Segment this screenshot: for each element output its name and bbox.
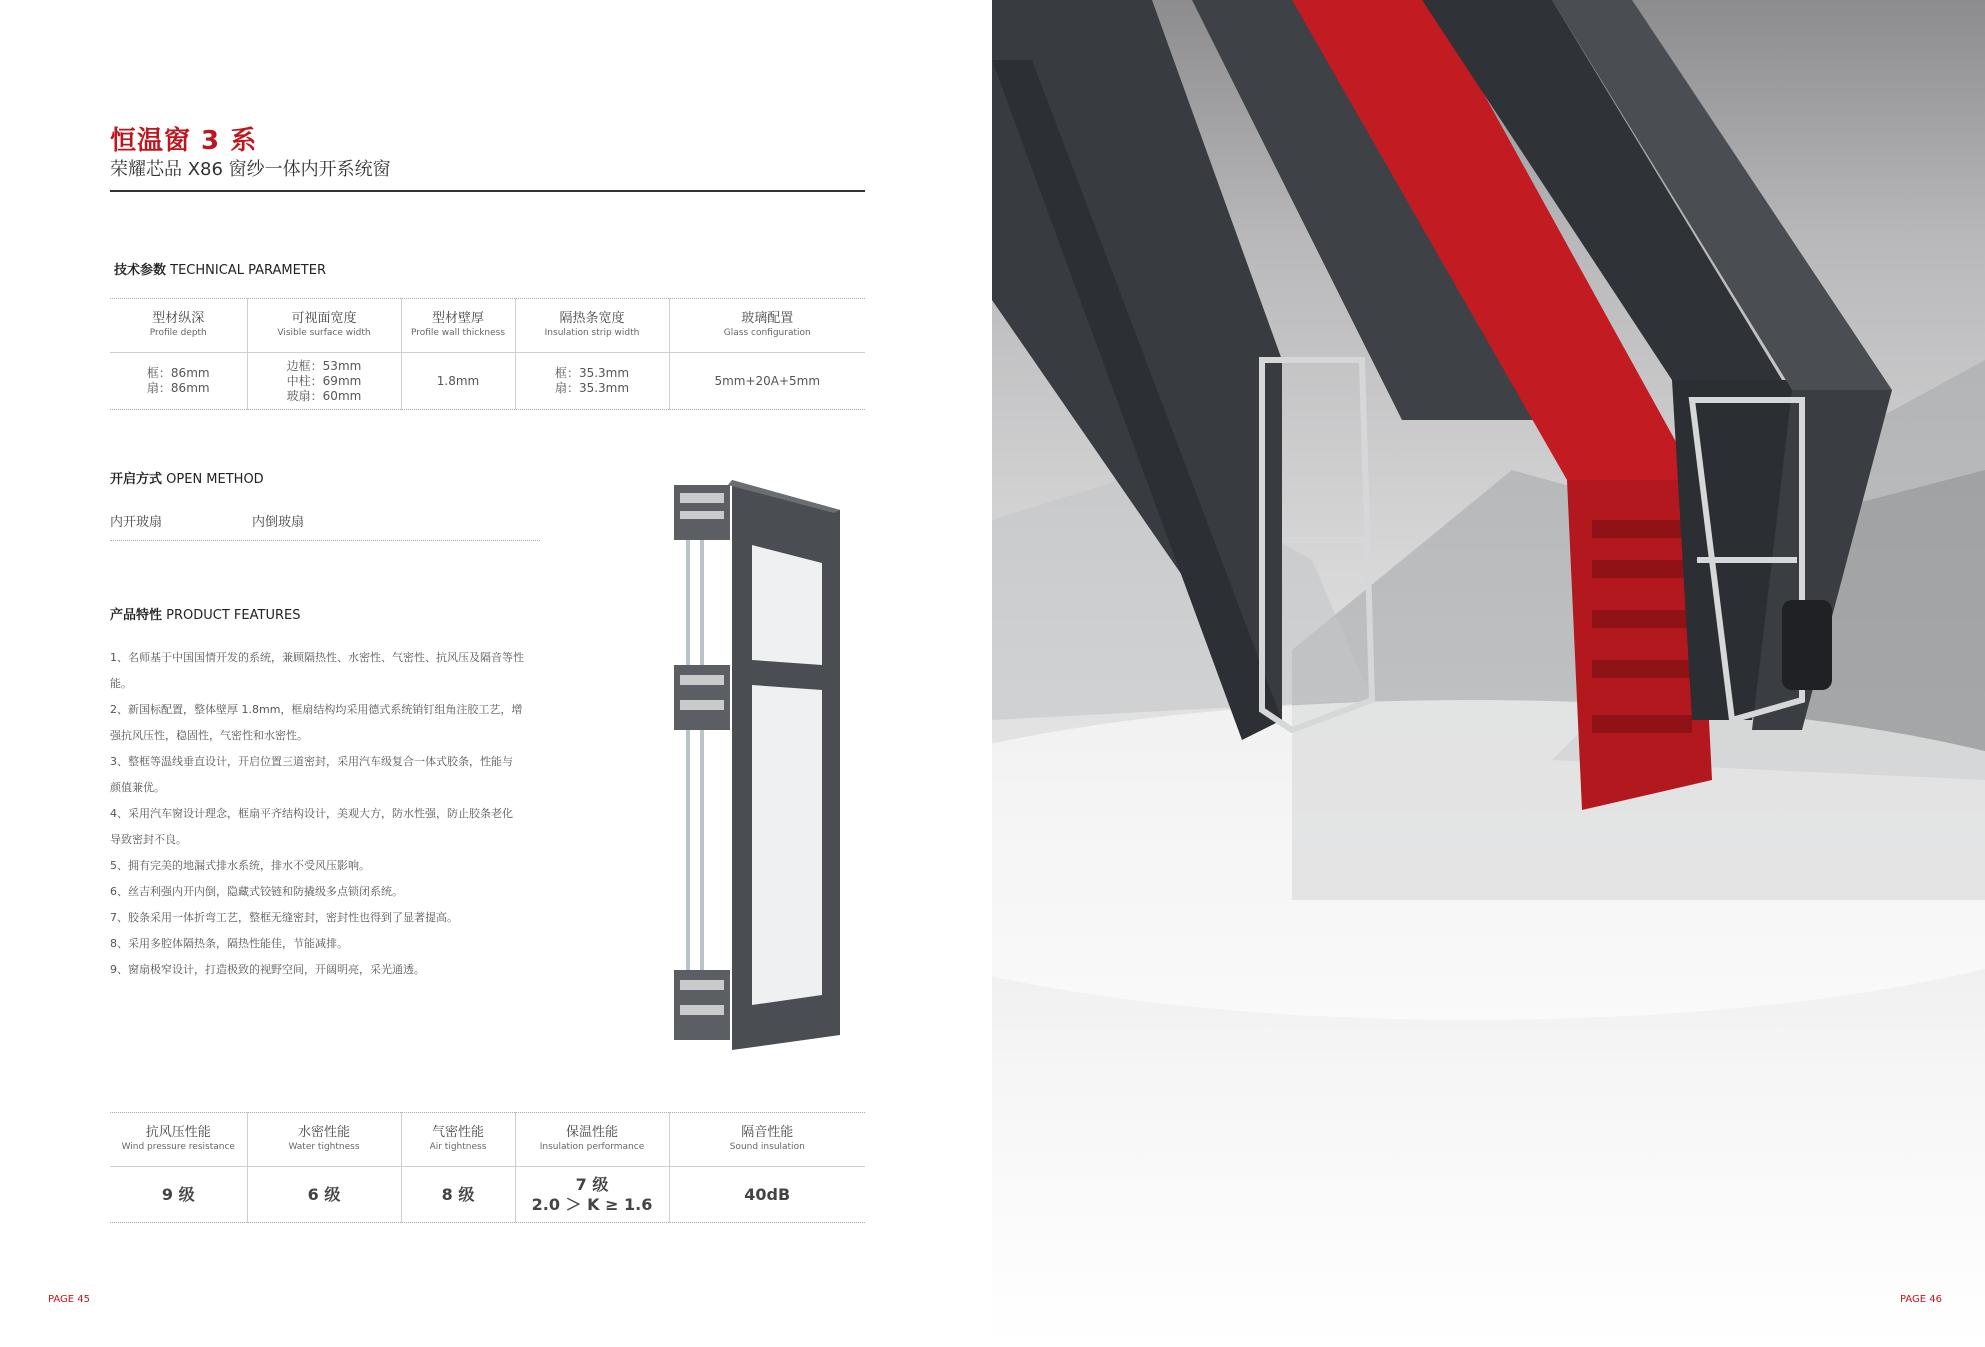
performance-value-cell [515, 1167, 669, 1223]
header-en: Insulation strip width [544, 328, 640, 338]
performance-value-cell [110, 1167, 247, 1223]
left-page [0, 0, 992, 1347]
performance-header-cell [247, 1113, 401, 1167]
open-section-heading [110, 468, 264, 487]
header-cn: 抗风压性能 [145, 1125, 211, 1140]
header-en: Profile wall thickness [410, 328, 506, 338]
tech-header-cell [515, 299, 669, 353]
feature-list [110, 645, 540, 983]
page-number-right: PAGE 46 [1900, 1294, 1943, 1305]
tech-parameter-table [110, 298, 865, 410]
open-method-item: 内开玻扇 [110, 515, 163, 530]
page-title: 恒温窗 3 系 [110, 126, 258, 156]
header-en: Glass configuration [723, 328, 811, 338]
performance-header-cell [669, 1113, 865, 1167]
open-divider [110, 540, 540, 541]
tech-value-cell [110, 353, 247, 410]
feature-line: 5、拥有完美的地漏式排水系统，排水不受风压影响。 [110, 859, 370, 872]
header-cn: 水密性能 [297, 1125, 350, 1140]
tech-header-cell [401, 299, 515, 353]
tech-header-row [110, 299, 865, 353]
value-line: 2.0 ＞ K ≥ 1.6 [531, 1194, 653, 1214]
page-number-left: PAGE 45 [48, 1294, 91, 1305]
feature-line: 1、名师基于中国国情开发的系统，兼顾隔热性、水密性、气密性、抗风压及隔音等性能。 [110, 651, 524, 690]
header-en: Wind pressure resistance [121, 1142, 235, 1152]
feature-line: 导致密封不良。 [110, 833, 187, 846]
header-en: Visible surface width [277, 328, 371, 338]
window-section-illustration [672, 475, 852, 1055]
feature-line: 7、胶条采用一体折弯工艺，整框无缝密封，密封性也得到了显著提高。 [110, 911, 458, 924]
value-line: 7 级 [575, 1174, 609, 1194]
aluminum-profile-illustration [992, 0, 1985, 1347]
performance-value-row [110, 1167, 865, 1223]
header-cn: 气密性能 [431, 1125, 484, 1140]
header-en: Water tightness [288, 1142, 360, 1152]
header-en: Sound insulation [729, 1142, 805, 1152]
feature-line: 颜值兼优。 [110, 781, 165, 794]
header-cn: 玻璃配置 [741, 311, 794, 326]
tech-value-row [110, 353, 865, 410]
value-line: 9 级 [161, 1184, 195, 1204]
header-cn: 可视面宽度 [291, 311, 357, 326]
right-page [992, 0, 1985, 1347]
header-cn: 隔音性能 [741, 1125, 794, 1140]
open-heading-cn: 开启方式 [110, 472, 163, 487]
value-line: 中柱：69mm [286, 373, 362, 388]
open-heading-en: OPEN METHOD [166, 472, 264, 487]
tech-value-cell [247, 353, 401, 410]
header-cn: 隔热条宽度 [559, 311, 625, 326]
feature-line: 9、窗扇极窄设计，打造极致的视野空间，开阔明亮，采光通透。 [110, 963, 425, 976]
performance-header-cell [110, 1113, 247, 1167]
open-method-item: 内倒玻扇 [252, 515, 305, 530]
performance-value-cell [669, 1167, 865, 1223]
value-line: 1.8mm [436, 373, 480, 388]
value-line: 6 级 [307, 1184, 341, 1204]
features-heading-cn: 产品特性 [110, 608, 163, 623]
value-line: 5mm+20A+5mm [714, 373, 821, 388]
value-line: 扇：86mm [146, 381, 210, 395]
header-cn: 保温性能 [565, 1125, 618, 1140]
header-en: Insulation performance [539, 1142, 645, 1152]
header-cn: 型材纵深 [152, 311, 205, 326]
feature-line: 2、新国标配置，整体壁厚 1.8mm，框扇结构均采用德式系统销钉组角注胶工艺，增 [110, 703, 523, 716]
performance-value-cell [247, 1167, 401, 1223]
tech-section-heading [114, 259, 326, 278]
feature-line: 6、丝吉利强内开内倒，隐藏式铰链和防撬级多点锁闭系统。 [110, 885, 403, 898]
value-line: 扇：35.3mm [554, 381, 630, 395]
value-line: 框：86mm [146, 366, 210, 380]
feature-line: 3、整框等温线垂直设计，开启位置三道密封，采用汽车级复合一体式胶条，性能与 [110, 755, 513, 768]
page-subtitle: 荣耀芯品 X86 窗纱一体内开系统窗 [110, 159, 391, 180]
tech-value-cell [669, 353, 865, 410]
value-line: 40dB [744, 1184, 791, 1204]
header-en: Profile depth [149, 328, 207, 338]
features-section-heading [110, 604, 300, 623]
value-line: 边框：53mm [286, 358, 362, 373]
tech-value-cell [515, 353, 669, 410]
tech-heading-cn: 技术参数 [114, 263, 167, 278]
tech-header-cell [110, 299, 247, 353]
features-heading-en: PRODUCT FEATURES [166, 608, 301, 623]
header-cn: 型材壁厚 [431, 311, 484, 326]
performance-header-cell [401, 1113, 515, 1167]
tech-header-cell [247, 299, 401, 353]
feature-line: 8、采用多腔体隔热条，隔热性能佳，节能减排。 [110, 937, 348, 950]
performance-table [110, 1112, 865, 1223]
header-en: Air tightness [429, 1142, 487, 1152]
feature-line: 强抗风压性，稳固性，气密性和水密性。 [110, 729, 308, 742]
value-line: 8 级 [441, 1184, 475, 1204]
tech-heading-en: TECHNICAL PARAMETER [170, 263, 326, 278]
feature-line: 4、采用汽车窗设计理念，框扇平齐结构设计，美观大方，防水性强，防止胶条老化 [110, 807, 513, 820]
value-line: 玻扇：60mm [286, 388, 362, 403]
tech-value-cell [401, 353, 515, 410]
performance-header-cell [515, 1113, 669, 1167]
performance-header-row [110, 1113, 865, 1167]
tech-header-cell [669, 299, 865, 353]
value-line: 框：35.3mm [554, 366, 630, 380]
performance-value-cell [401, 1167, 515, 1223]
title-divider [110, 190, 865, 192]
